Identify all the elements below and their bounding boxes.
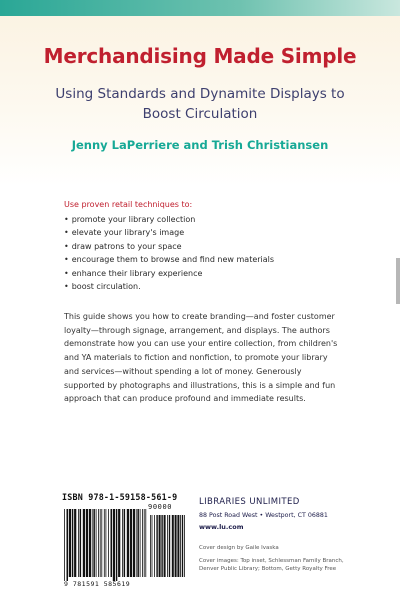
list-item: • encourage them to browse and find new materials bbox=[64, 253, 274, 266]
price-addon-digits: 90000 bbox=[148, 503, 173, 511]
barcode-bar bbox=[140, 509, 141, 577]
cover-images-credit: Cover images: Top inset, Schlessman Family Branch, Denver Public Library; Bottom, Getty Royalty Free bbox=[199, 558, 344, 573]
barcode-addon-bar bbox=[159, 515, 161, 577]
barcode-bar bbox=[145, 509, 146, 577]
top-color-band bbox=[0, 0, 400, 16]
book-authors: Jenny LaPerriere and Trish Christiansen bbox=[71, 138, 329, 152]
barcode-addon-bar bbox=[164, 515, 166, 577]
publisher-name: LIBRARIES UNLIMITED bbox=[199, 497, 300, 507]
barcode-bar bbox=[72, 509, 74, 577]
barcode-bar bbox=[96, 509, 97, 577]
barcode-digits: 9 781591 585619 bbox=[64, 580, 131, 588]
barcode-bar bbox=[144, 509, 145, 577]
barcode-bar bbox=[74, 509, 76, 577]
barcode-bar bbox=[130, 509, 132, 577]
cover-design-credit: Cover design by Gaile Ivaska bbox=[199, 545, 279, 551]
barcode-bar bbox=[111, 509, 113, 577]
barcode-bar bbox=[118, 509, 120, 577]
barcode-bar bbox=[64, 509, 65, 581]
barcode-bar bbox=[93, 509, 95, 577]
barcode-addon-bar bbox=[180, 515, 181, 577]
barcode-bar bbox=[86, 509, 88, 577]
barcode-addon-bar bbox=[161, 515, 162, 577]
barcode-addon-bar bbox=[167, 515, 168, 577]
list-item: • draw patrons to your space bbox=[64, 240, 274, 253]
barcode-bar bbox=[136, 509, 137, 577]
list-item: • promote your library collection bbox=[64, 213, 274, 226]
barcode-addon-bar bbox=[152, 515, 153, 577]
isbn-text: ISBN 978-1-59158-561-9 bbox=[62, 492, 178, 502]
barcode-bar bbox=[80, 509, 82, 577]
barcode-bar bbox=[101, 509, 102, 577]
barcode-bar bbox=[67, 509, 69, 581]
barcode-bar bbox=[100, 509, 101, 577]
barcode-block bbox=[62, 492, 186, 590]
barcode-bar bbox=[142, 509, 143, 577]
barcode-addon-bar bbox=[184, 515, 185, 577]
barcode-bar bbox=[133, 509, 135, 577]
list-item: • boost circulation. bbox=[64, 280, 274, 293]
barcode-bar bbox=[89, 509, 91, 577]
barcode-addon-bar bbox=[182, 515, 183, 577]
benefit-list bbox=[64, 213, 274, 293]
barcode-bar bbox=[69, 509, 71, 577]
barcode-addon-bar bbox=[156, 515, 157, 577]
barcode-bar bbox=[92, 509, 93, 577]
barcode-addon-bar bbox=[150, 515, 151, 577]
barcode-bar bbox=[124, 509, 126, 577]
barcode-addon-bar bbox=[175, 515, 177, 577]
list-item: • elevate your library's image bbox=[64, 226, 274, 239]
barcode-addon-bar bbox=[169, 515, 170, 577]
publisher-address: 88 Post Road West • Westport, CT 06881 bbox=[199, 512, 328, 519]
barcode-bar bbox=[104, 509, 105, 577]
barcode-addon-bar bbox=[172, 515, 174, 577]
barcode-addon-bar bbox=[177, 515, 179, 577]
book-subtitle: Using Standards and Dynamite Displays to Boost Circulation bbox=[55, 86, 345, 122]
barcode-bar bbox=[127, 509, 129, 577]
barcode-bar bbox=[137, 509, 139, 577]
publisher-website: www.lu.com bbox=[199, 523, 244, 531]
barcode-bar bbox=[98, 509, 99, 577]
description-paragraph: This guide shows you how to create branding—and foster customer loyalty—through signage, arrangement, and displays. The authors demonstrate how you can use your entire collection, from children's and YA materials to fiction and nonfiction, to promote your library and services—without spending a lot of money. Generously supported by photographs and illustrations, this is a simple and fun approach that can produce profound and immediate results. bbox=[64, 312, 338, 404]
intro-line: Use proven retail techniques to: bbox=[64, 200, 193, 209]
list-item: • enhance their library experience bbox=[64, 267, 274, 280]
barcode-bar bbox=[106, 509, 107, 577]
page-edge-tab bbox=[396, 258, 400, 304]
barcode-bar bbox=[122, 509, 123, 577]
barcode-bar bbox=[116, 509, 118, 581]
barcode-bar bbox=[113, 509, 115, 581]
barcode-bar bbox=[108, 509, 109, 577]
barcode-addon-bar bbox=[154, 515, 155, 577]
barcode-bar bbox=[78, 509, 79, 577]
barcode-image bbox=[62, 503, 186, 581]
book-title: Merchandising Made Simple bbox=[43, 44, 357, 68]
barcode-bar bbox=[83, 509, 85, 577]
